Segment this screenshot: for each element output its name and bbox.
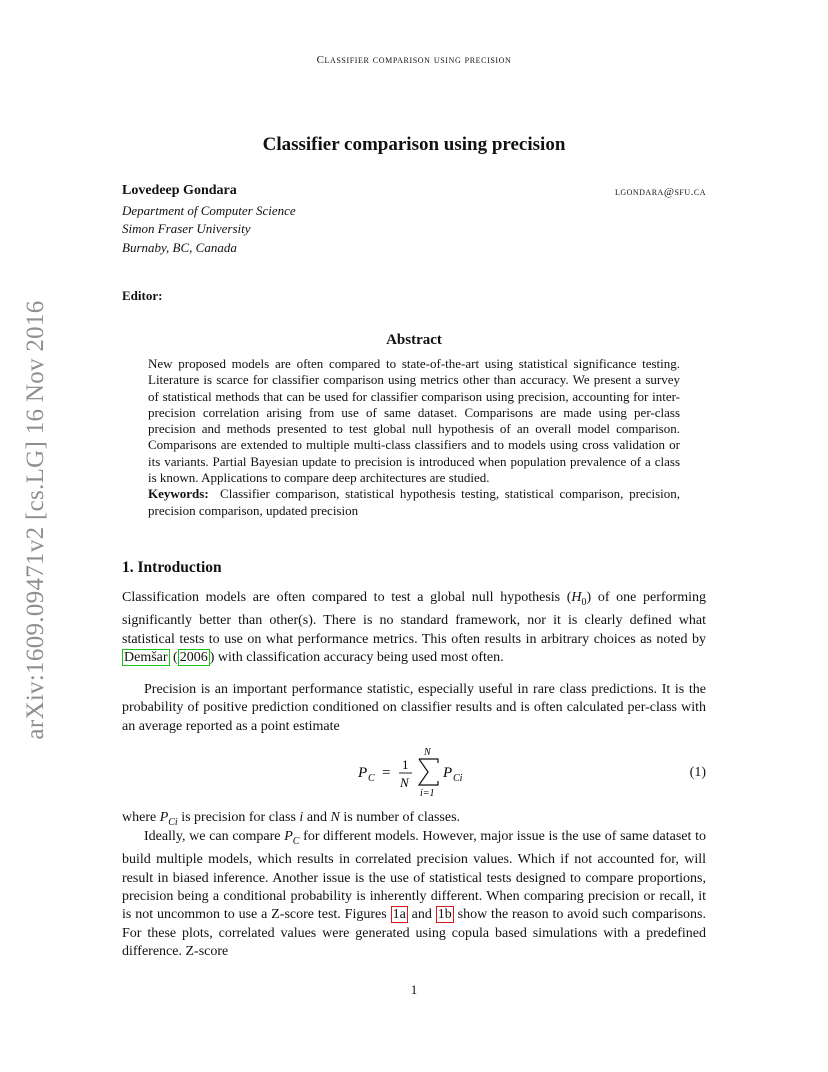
eq-c-sub: C (368, 773, 375, 784)
p-ci-subscript: Ci (168, 816, 178, 828)
affiliation-university: Simon Fraser University (122, 221, 251, 236)
h0-symbol: H (571, 590, 582, 605)
eq-p: P (358, 765, 368, 781)
paper-title: Classifier comparison using precision (262, 134, 566, 155)
p1-text-b: ) of one performing significantly better than other(s). There is no standard framework, nor it is clearly defined what statistical tests to use on what performance metrics. This often results in arbitrary choices as noted by (122, 590, 706, 647)
p3-text-b: is precision for class (177, 810, 300, 825)
author-name: Lovedeep Gondara (122, 183, 237, 198)
author-email[interactable]: lgondara@sfu.ca (614, 186, 706, 198)
citation-link-year[interactable]: 2006 (179, 650, 208, 666)
p1-text-a: Classification models are often compared to test a global null hypothesis ( (122, 590, 572, 605)
figure-link-1a[interactable]: 1a (392, 907, 406, 923)
page-number: 1 (410, 982, 418, 997)
intro-paragraph-1: Classification models are often compared to test a global null hypothesis $(H_0)$ of one performing significantly better than other(s). There is no standard framework, nor it is clearly defined what statistical tests to use on what performance metrics. This often results in arbitrary choices as noted by Demšar ( 2006 ) with classification accuracy being used most often. (122, 590, 706, 666)
p3-text-d: is number of classes. (339, 810, 461, 825)
eq-p-ci: P (443, 765, 453, 781)
intro-paragraph-4 (122, 828, 706, 962)
eq-denominator: N (400, 775, 409, 790)
section-heading-introduction: 1. Introduction (122, 559, 222, 576)
abstract-body (148, 356, 680, 519)
p4-text-and: and (407, 907, 436, 923)
h0-subscript: 0 (581, 596, 587, 608)
affiliation-location: Burnaby, BC, Canada (122, 240, 237, 255)
keywords-label: Keywords: (148, 486, 209, 502)
citation-link-demsar[interactable]: Demšar (124, 650, 168, 666)
eq-sum-symbol (419, 759, 438, 785)
p4-text-c: show the reason to avoid such comparisons. For these plots, correlated values were generated using copula based simulations with a predefined difference. Z-score (122, 907, 706, 960)
abstract-heading: Abstract (386, 332, 442, 348)
n-symbol: N (330, 810, 340, 825)
p1-text-c: with classification accuracy being used most often. (214, 650, 504, 666)
figure-link-1b[interactable]: 1b (437, 907, 452, 923)
p3-text-c: and (303, 810, 331, 825)
p3-text-a: where (122, 810, 160, 825)
intro-paragraph-2: Precision is an important performance statistic, especially useful in rare class predictions. It is the probability of positive prediction conditioned on classifier results and is often calculated per-class with an average reported as a point estimate (122, 682, 706, 734)
running-head: Classifier comparison using precision (316, 54, 512, 66)
abstract-text: New proposed models are often compared to state-of-the-art using statistical significance testing. Literature is scarce for classifier comparison using metrics other than accuracy. We present a survey of statistical methods that can be used for classifier comparison using precision, accounting for inter-precision correlation arising from use of same dataset. Comparisons are made using per-class precision and methods presented to test global null hypothesis of an overall model comparison. Comparisons are extended to multiple multi-class classifiers and to models using cross validation or its variants. Partial Bayesian update to precision is introduced when population prevalence of a class is known. Applications to compare deep architectures are studied. (148, 356, 680, 486)
equation-number: (1) (689, 765, 706, 780)
eq-sum-upper: N (424, 747, 431, 758)
affiliation-department: Department of Computer Science (122, 203, 296, 218)
eq-equals: = (382, 765, 391, 781)
p-c-symbol: P (284, 829, 293, 844)
eq-sum-lower: i=1 (420, 788, 435, 799)
equation-1 (350, 744, 480, 800)
arxiv-identifier-text: arXiv:1609.09471v2 [cs.LG] 16 Nov 2016 (22, 300, 49, 740)
keywords-text: Classifier comparison, statistical hypothesis testing, statistical comparison, precision, precision comparison, updated precision (148, 486, 680, 518)
p-ci-symbol: P (159, 810, 169, 825)
p4-text-a: Ideally, we can compare (144, 829, 285, 844)
p4-text-b: for different models. However, major issue is the use of same dataset to build multiple models, which results in correlated precision values. Which if not accounted for, will result in biased inference. Another issue is the use of statistical tests designed to compare proportions, precision being a conditional probability is inherently different. When comparing precision or recall, it is not uncommon to use a Z-score test. Figures (122, 829, 706, 923)
eq-ci-sub: Ci (453, 773, 463, 784)
p-c-subscript: C (292, 835, 300, 847)
editor-label: Editor: (122, 288, 163, 303)
eq-numerator: 1 (402, 757, 409, 772)
i-symbol: i (299, 810, 304, 825)
